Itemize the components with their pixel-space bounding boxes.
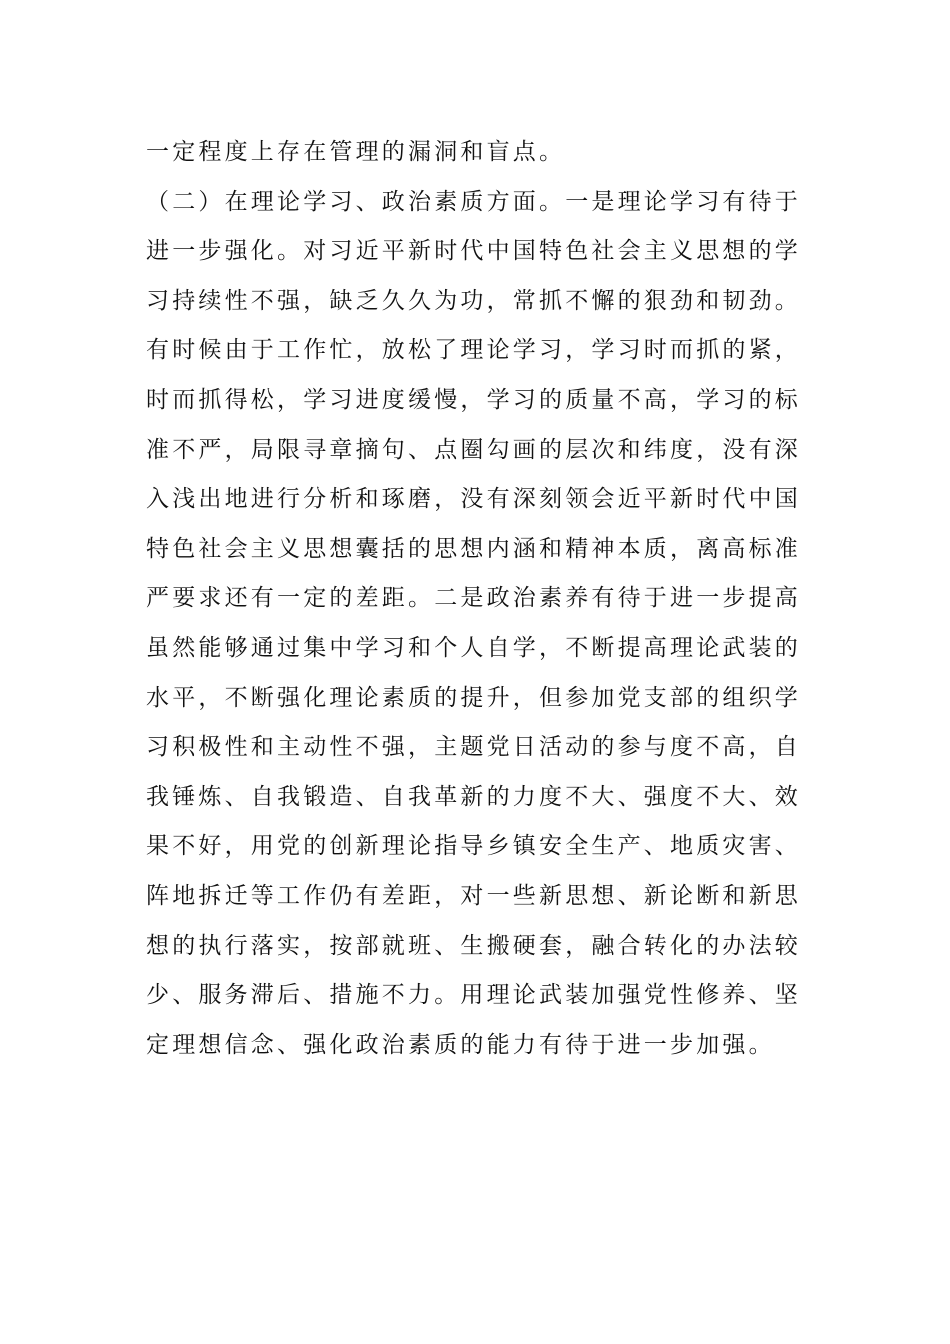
text-line: 果不好，用党的创新理论指导乡镇安全生产、地质灾害、 — [146, 833, 801, 860]
text-line: 虽然能够通过集中学习和个人自学，不断提高理论武装的 — [146, 634, 801, 661]
text-line: 入浅出地进行分析和琢磨，没有深刻领会近平新时代中国 — [146, 486, 801, 513]
text-line: 习持续性不强，缺乏久久为功，常抓不懈的狠劲和韧劲。 — [146, 287, 801, 314]
body-text — [146, 128, 811, 1070]
text-line: 阵地拆迁等工作仍有差距，对一些新思想、新论断和新思 — [146, 882, 801, 909]
text-line: 我锤炼、自我锻造、自我革新的力度不大、强度不大、效 — [146, 783, 801, 810]
text-line: 一定程度上存在管理的漏洞和盲点。 — [146, 139, 566, 165]
text-line: （二）在理论学习、政治素质方面。一是理论学习有待于 — [146, 188, 801, 215]
text-line: 有时候由于工作忙，放松了理论学习，学习时而抓的紧， — [146, 337, 801, 364]
text-line: 少、服务滞后、措施不力。用理论武装加强党性修养、坚 — [146, 982, 801, 1009]
text-line: 水平，不断强化理论素质的提升，但参加党支部的组织学 — [146, 684, 801, 711]
text-line: 严要求还有一定的差距。二是政治素养有待于进一步提高 — [146, 585, 801, 612]
text-line: 特色社会主义思想囊括的思想内涵和精神本质，离高标准 — [146, 535, 801, 562]
text-line: 定理想信念、强化政治素质的能力有待于进一步加强。 — [146, 1031, 775, 1058]
text-line: 进一步强化。对习近平新时代中国特色社会主义思想的学 — [146, 238, 801, 265]
text-line: 习积极性和主动性不强，主题党日活动的参与度不高，自 — [146, 734, 801, 761]
text-line: 时而抓得松，学习进度缓慢，学习的质量不高，学习的标 — [146, 386, 801, 413]
text-line: 想的执行落实，按部就班、生搬硬套，融合转化的办法较 — [146, 932, 801, 959]
text-line: 准不严，局限寻章摘句、点圈勾画的层次和纬度，没有深 — [146, 436, 801, 463]
